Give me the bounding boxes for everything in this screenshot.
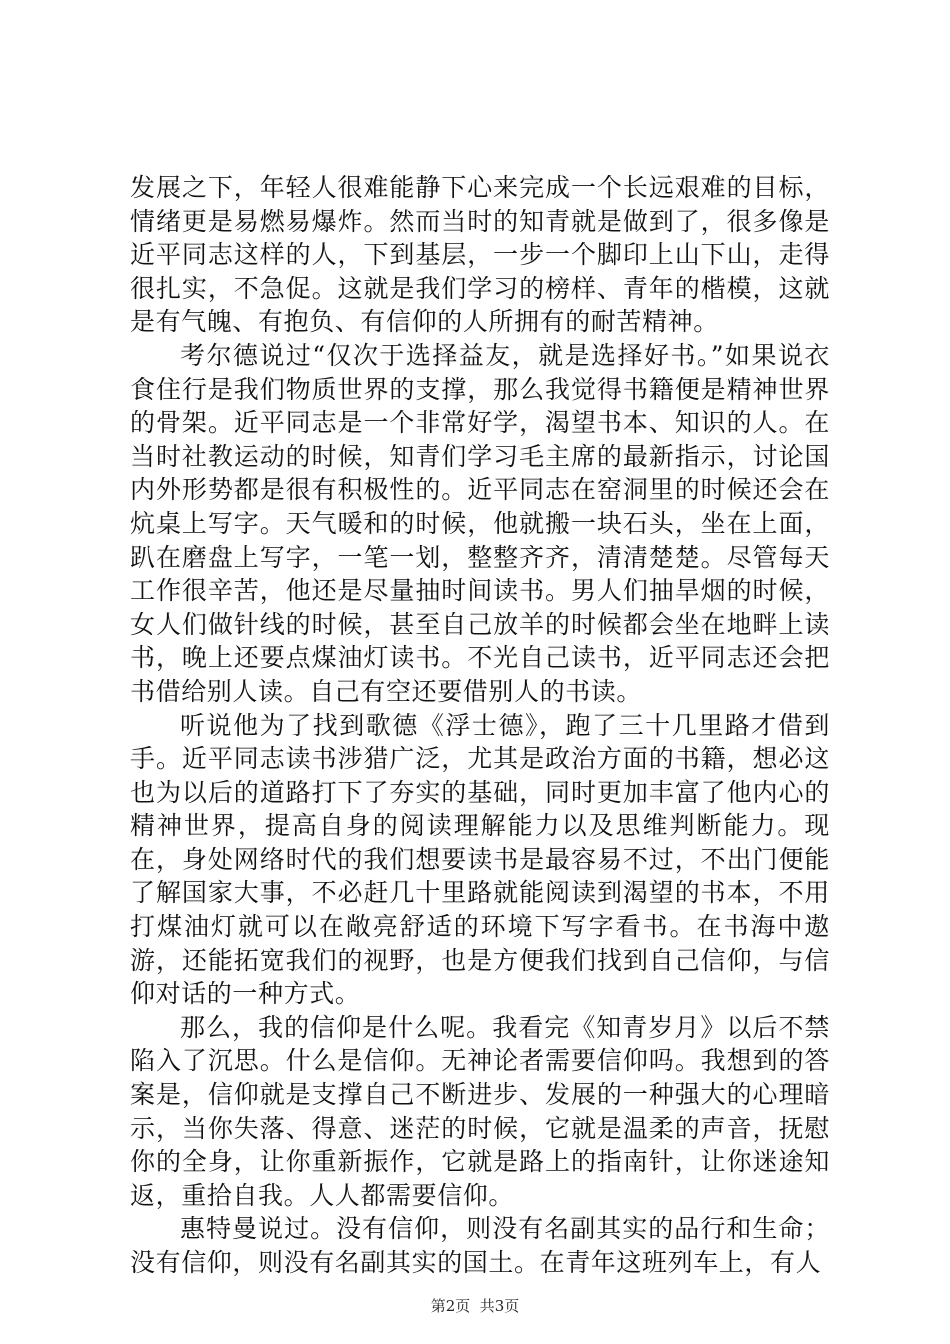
page-number-footer: 第2页 共3页 bbox=[430, 1297, 520, 1315]
paragraph-5: 惠特曼说过。没有信仰，则没有名副其实的品行和生命；没有信仰，则没有名副其实的国土。在青年这班列车上，有人 bbox=[130, 1214, 830, 1277]
paragraph-3: 听说他为了找到歌德《浮士德》，跑了三十几里路才借到手。近平同志读书涉猎广泛，尤其是政治方面的书籍，想必这也为以后的道路打下了夯实的基础，同时更加丰富了他内心的精神世界，提高自身的阅读理解能力以及思维判断能力。现在，身处网络时代的我们想要读书是最容易不过，不出门便能了解国家大事，不必赶几十里路就能阅读到渴望的书本，不用打煤油灯就可以在敞亮舒适的环境下写字看书。在书海中遨游，还能拓宽我们的视野，也是方便我们找到自己信仰，与信仰对话的一种方式。 bbox=[130, 710, 830, 1009]
paragraph-2: 考尔德说过“仅次于选择益友，就是选择好书。”如果说衣食住行是我们物质世界的支撑，那么我觉得书籍便是精神世界的骨架。近平同志是一个非常好学，渴望书本、知识的人。在当时社教运动的时候，知青们学习毛主席的最新指示，讨论国内外形势都是很有积极性的。近平同志在窑洞里的时候还会在炕桌上写字。天气暖和的时候，他就搬一块石头，坐在上面，趴在磨盘上写字，一笔一划，整整齐齐，清清楚楚。尽管每天工作很辛苦，他还是尽量抽时间读书。男人们抽旱烟的时候，女人们做针线的时候，甚至自己放羊的时候都会坐在地畔上读书，晚上还要点煤油灯读书。不光自己读书，近平同志还会把书借给别人读。自己有空还要借别人的书读。 bbox=[130, 340, 830, 706]
paragraph-1: 发展之下，年轻人很难能静下心来完成一个长远艰难的目标，情绪更是易燃易爆炸。然而当时的知青就是做到了，很多像是近平同志这样的人，下到基层，一步一个脚印上山下山，走得很扎实，不急促。这就是我们学习的榜样、青年的楷模，这就是有气魄、有抱负、有信仰的人所拥有的耐苦精神。 bbox=[130, 173, 830, 337]
document-body bbox=[130, 171, 830, 1280]
paragraph-4: 那么，我的信仰是什么呢。我看完《知青岁月》以后不禁陷入了沉思。什么是信仰。无神论者需要信仰吗。我想到的答案是，信仰就是支撑自己不断进步、发展的一种强大的心理暗示，当你失落、得意、迷茫的时候，它就是温柔的声音，抚慰你的全身，让你重新振作，它就是路上的指南针，让你迷途知返，重拾自我。人人都需要信仰。 bbox=[130, 1012, 830, 1210]
